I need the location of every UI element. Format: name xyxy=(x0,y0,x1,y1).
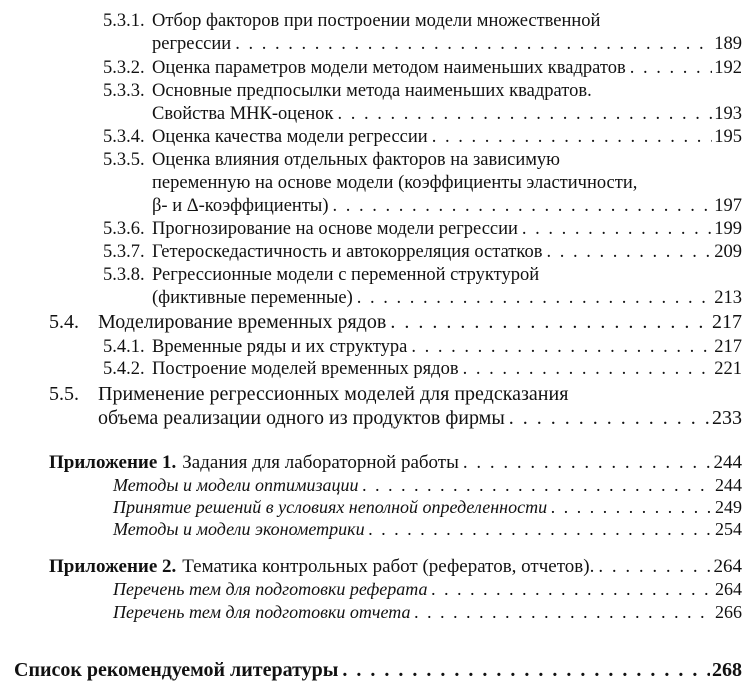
page-number: 197 xyxy=(714,196,742,216)
section-number: 5.3.2. xyxy=(103,58,145,78)
section-title: Прогнозирование на основе модели регрессии xyxy=(152,219,518,239)
section-number: 5.3.1. xyxy=(103,11,145,31)
dot-leader xyxy=(342,659,710,682)
appendix-title: Тематика контрольных работ (рефератов, отчетов). xyxy=(182,556,595,577)
subentry-title: Методы и модели эконометрики xyxy=(113,519,365,539)
page-number: 192 xyxy=(714,58,742,78)
page-number: 217 xyxy=(714,337,742,357)
page-number: 268 xyxy=(712,659,742,681)
dot-leader xyxy=(357,287,712,310)
literature-title: Список рекомендуемой литературы xyxy=(14,659,339,681)
appendix-label: Приложение 1. xyxy=(49,452,177,473)
dot-leader xyxy=(551,496,713,519)
dot-leader xyxy=(363,474,713,497)
section-number: 5.4. xyxy=(49,311,79,333)
section-title-line: Применение регрессионных моделей для предсказания xyxy=(98,383,569,405)
dot-leader xyxy=(509,407,710,430)
dot-leader xyxy=(463,358,713,381)
page-number: 195 xyxy=(714,127,742,147)
page-number: 199 xyxy=(714,219,742,239)
section-number: 5.4.1. xyxy=(103,337,145,357)
section-number: 5.3.7. xyxy=(103,242,145,262)
section-number: 5.5. xyxy=(49,383,79,405)
section-title-line: Основные предпосылки метода наименьших квадратов. xyxy=(152,81,592,101)
page-number: 209 xyxy=(714,242,742,262)
section-number: 5.3.6. xyxy=(103,219,145,239)
section-number: 5.3.3. xyxy=(103,81,145,101)
page-number: 244 xyxy=(715,475,742,495)
dot-leader xyxy=(414,601,713,624)
section-title-line: регрессии xyxy=(152,34,232,54)
subentry-title: Методы и модели оптимизации xyxy=(113,475,359,495)
dot-leader xyxy=(390,311,710,334)
section-title-line: Оценка влияния отдельных факторов на зависимую xyxy=(152,150,561,170)
section-title: Построение моделей временных рядов xyxy=(152,359,459,379)
page-number: 244 xyxy=(713,452,742,473)
page-number: 217 xyxy=(712,311,742,333)
dot-leader xyxy=(598,555,711,578)
dot-leader xyxy=(431,578,713,601)
dot-leader xyxy=(463,451,712,474)
section-title: Моделирование временных рядов xyxy=(98,311,387,333)
page-number: 264 xyxy=(713,556,742,577)
dot-leader xyxy=(411,336,712,359)
section-title-line: Отбор факторов при построении модели множественной xyxy=(152,11,601,31)
section-title-line: переменную на основе модели (коэффициенты эластичности, xyxy=(152,173,638,193)
page-number: 264 xyxy=(715,579,742,599)
section-number: 5.3.5. xyxy=(103,150,145,170)
section-title-line: Свойства МНК-оценок xyxy=(152,104,334,124)
dot-leader xyxy=(369,518,713,541)
dot-leader xyxy=(235,33,712,56)
page-number: 189 xyxy=(714,34,742,54)
subentry-title: Принятие решений в условиях неполной определенности xyxy=(113,497,548,517)
section-number: 5.3.4. xyxy=(103,127,145,147)
page-number: 266 xyxy=(715,602,742,622)
dot-leader xyxy=(338,103,713,126)
section-title: Гетероскедастичность и автокорреляция остатков xyxy=(152,242,543,262)
dot-leader xyxy=(522,218,712,241)
section-title: Оценка качества модели регрессии xyxy=(152,127,428,147)
section-title: Временные ряды и их структура xyxy=(152,337,408,357)
dot-leader xyxy=(546,241,712,264)
page-number: 221 xyxy=(714,359,742,379)
dot-leader xyxy=(432,126,713,149)
dot-leader xyxy=(333,195,713,218)
section-title-line: (фиктивные переменные) xyxy=(152,288,353,308)
dot-leader xyxy=(630,57,713,80)
appendix-title: Задания для лабораторной работы xyxy=(182,452,459,473)
section-number: 5.4.2. xyxy=(103,359,145,379)
section-number: 5.3.8. xyxy=(103,265,145,285)
section-title: Оценка параметров модели методом наименьших квадратов xyxy=(152,58,626,78)
page-number: 249 xyxy=(715,497,742,517)
appendix-label: Приложение 2. xyxy=(49,556,177,577)
section-title-line: объема реализации одного из продуктов фирмы xyxy=(98,407,505,429)
page-number: 233 xyxy=(712,407,742,429)
subentry-title: Перечень тем для подготовки отчета xyxy=(113,602,411,622)
section-title-line: Регрессионные модели с переменной структурой xyxy=(152,265,540,285)
page-number: 193 xyxy=(714,104,742,124)
page-number: 254 xyxy=(715,519,742,539)
subentry-title: Перечень тем для подготовки реферата xyxy=(113,579,428,599)
section-title-line: β- и Δ-коэффициенты) xyxy=(152,196,329,216)
page-number: 213 xyxy=(714,288,742,308)
